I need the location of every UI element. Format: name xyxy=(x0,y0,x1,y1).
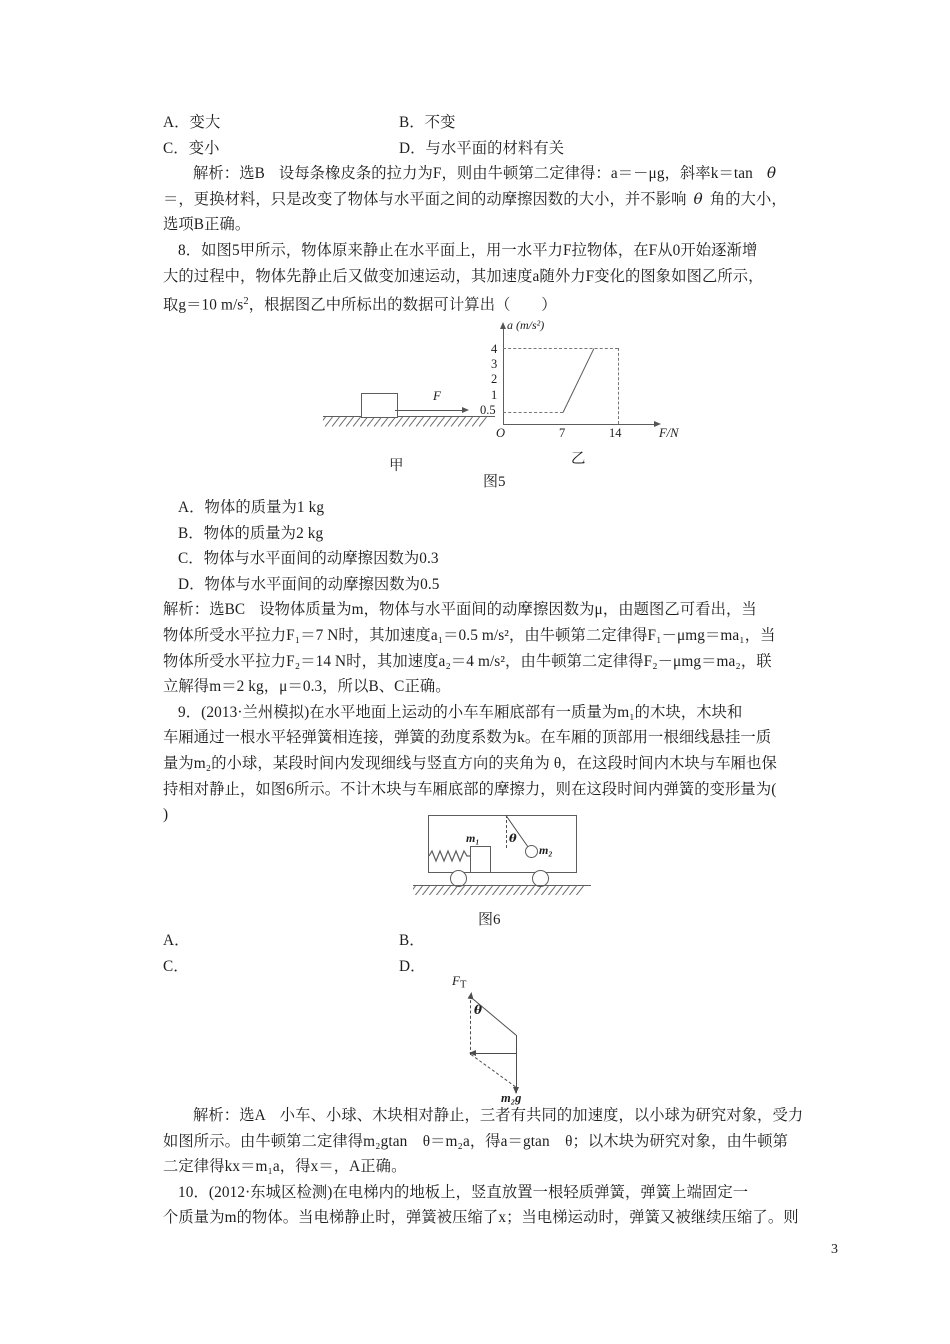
q8-option-c[interactable]: C．物体与水平面间的动摩擦因数为0.3 xyxy=(178,550,439,568)
q8-stem-3a: 取g＝10 m/s xyxy=(163,296,244,314)
figure6-ground-hatching xyxy=(413,886,591,895)
graph-y-tick-1: 1 xyxy=(491,388,498,402)
q9-stem-line-1: 9．(2013·兰州模拟)在水平地面上运动的小车车厢底部有一质量为m₁的木块，木块和 xyxy=(178,703,743,721)
pendulum-ball-label-text: m₂ xyxy=(539,843,553,857)
q7-option-c[interactable]: C．变小 xyxy=(163,139,220,157)
figure-6 xyxy=(163,812,835,930)
q8-option-d[interactable]: D．物体与水平面间的动摩擦因数为0.5 xyxy=(178,575,440,593)
figure-5-subfig-yi xyxy=(463,318,713,467)
block-m1 xyxy=(470,846,491,873)
resultant-dashed-diagonal xyxy=(471,1054,516,1087)
q7-solution-line-2 xyxy=(163,187,835,213)
q7-solution-body-1: 设每条橡皮条的拉力为F，则由牛顿第二定律得：a＝－μg，斜率k＝tan xyxy=(278,165,753,183)
force-arrow-shaft xyxy=(395,410,463,411)
pendulum-vertical-reference xyxy=(506,815,507,848)
q9-stem-line-2: 车厢通过一根水平轻弹簧相连接，弹簧的劲度系数为k。在车厢的顶部用一根细线悬挂一质 xyxy=(163,729,772,747)
right-vertical-line xyxy=(516,1035,517,1093)
figure-5-caption: 图5 xyxy=(483,474,506,490)
q8-option-b[interactable]: B．物体的质量为2 kg xyxy=(178,524,324,542)
graph-guide-hline-4 xyxy=(503,348,618,349)
tension-label-F: F xyxy=(452,973,460,988)
q9-solution-body-1: 小车、小球、木块相对静止，三者有共同的加速度，以小球为研究对象，受力 xyxy=(279,1107,804,1124)
q9-solution-line-3: 二定律得kx＝m₁a，得x＝，A正确。 xyxy=(163,1158,407,1176)
weight-label-text: m₂g xyxy=(501,1091,522,1105)
force-angle-text: θ xyxy=(474,1003,483,1017)
q7-option-a[interactable]: A．变大 xyxy=(163,114,221,131)
q9-option-b[interactable]: B． xyxy=(399,932,425,949)
q8-stem-line-1: 8．如图5甲所示，物体原来静止在水平面上，用一水平力F拉物体，在F从0开始逐渐增 xyxy=(178,241,758,259)
figure-6-caption: 图6 xyxy=(478,912,501,928)
q8-solution-line-4: 立解得m＝2 kg，μ＝0.3，所以B、C正确。 xyxy=(163,678,451,696)
q8-option-a[interactable]: A．物体的质量为1 kg xyxy=(178,499,325,516)
graph-data-line xyxy=(563,348,595,412)
q9-option-d[interactable]: D． xyxy=(399,957,426,975)
q10-stem-line-1: 10．(2012·东城区检测)在电梯内的地板上，竖直放置一根轻质弹簧，弹簧上端固定一 xyxy=(178,1183,749,1201)
block-m1-label-text: m₁ xyxy=(466,831,480,845)
q7-solution-line-3: 选项B正确。 xyxy=(163,216,251,234)
q9-stem-line-3: 量为m₂的小球，某段时间内发现细线与竖直方向的夹角为 θ，在这段时间内木块与车厢也保 xyxy=(163,754,777,772)
q8-stem-exponent: 2 xyxy=(243,296,249,308)
q9-solution-line-1 xyxy=(163,1103,835,1129)
q9-solution-line-2: 如图所示。由牛顿第二定律得m₂gtan θ＝m₂a，得a＝gtan θ；以木块为研究对象，由牛顿第 xyxy=(163,1132,789,1150)
graph-origin-label: O xyxy=(496,426,506,440)
spring-coil-icon xyxy=(429,848,471,864)
q7-option-row-1 xyxy=(163,110,835,136)
graph-x-tick-7: 7 xyxy=(559,426,566,440)
page-number: 3 xyxy=(831,1242,838,1257)
q8-stem-3b: ，根据图乙中所标出的数据可计算出（ ） xyxy=(248,296,557,314)
q9-option-c[interactable]: C． xyxy=(163,957,189,975)
pendulum-ball-m2 xyxy=(525,845,538,858)
graph-y-tick-2: 2 xyxy=(491,372,498,386)
horizontal-component-line xyxy=(471,1053,517,1054)
figure-5 xyxy=(163,318,835,492)
figure-6-drawing xyxy=(408,812,608,930)
graph-y-axis xyxy=(503,329,504,424)
cart-body xyxy=(428,815,577,873)
q9-stem-line-4: 持相对静止，如图6所示。不计木块与车厢底部的摩擦力，则在这段时间内弹簧的变形量为( xyxy=(163,780,777,798)
q7-solution-line-1 xyxy=(163,161,835,187)
q7-option-b[interactable]: B．不变 xyxy=(399,114,456,131)
graph-x-axis-label: F/N xyxy=(659,426,679,440)
q7-theta-1: θ xyxy=(766,164,777,183)
q7-option-row-2 xyxy=(163,136,835,162)
tension-label-sub: T xyxy=(459,979,467,991)
graph-y-tick-0-5: 0.5 xyxy=(480,403,496,417)
subfig-label-jia: 甲 xyxy=(389,458,404,474)
q9-option-block xyxy=(163,928,835,979)
block-m1-label xyxy=(466,831,480,846)
tension-label xyxy=(452,973,466,990)
vertical-dashed-reference xyxy=(470,995,471,1055)
q9-stem-line-5: ) xyxy=(163,806,169,824)
graph-guide-vline-14 xyxy=(618,348,619,424)
q8-stem-line-2: 大的过程中，物体先静止后又做变加速运动，其加速度a随外力F变化的图象如图乙所示， xyxy=(163,267,764,285)
pendulum-ball-label xyxy=(539,843,553,858)
q10-stem-line-2: 个质量为m的物体。当电梯静止时，弹簧被压缩了x；当电梯运动时，弹簧又被继续压缩了。则 xyxy=(163,1209,799,1227)
graph-guide-hline-0-5 xyxy=(503,412,563,413)
graph-x-tick-14: 14 xyxy=(609,426,622,440)
q8-solution-marker: 解析：选BC xyxy=(163,601,246,619)
block-body xyxy=(361,393,398,418)
graph-y-tick-4: 4 xyxy=(491,342,498,356)
graph-x-axis xyxy=(503,424,655,425)
q7-solution-marker: 解析：选B xyxy=(193,165,265,183)
q9-option-row-1 xyxy=(163,928,835,954)
text-content-top xyxy=(163,110,835,318)
q7-theta-2: θ xyxy=(693,189,703,208)
text-content-middle xyxy=(163,495,835,828)
graph-y-tick-3: 3 xyxy=(491,357,498,371)
q7-solution-body-2b: 角的大小， xyxy=(709,190,787,208)
q8-solution-body-1: 设物体质量为m，物体与水平面间的动摩擦因数为μ，由题图乙可看出，当 xyxy=(259,601,757,619)
q9-option-a[interactable]: A． xyxy=(163,932,190,949)
graph-y-axis-arrow xyxy=(500,322,506,329)
force-label-F: F xyxy=(433,388,441,403)
q8-solution-line-1 xyxy=(163,597,835,623)
force-diagram-drawing xyxy=(443,973,623,1105)
force-vector-diagram xyxy=(163,973,835,1105)
graph-y-axis-label: a (m/s²) xyxy=(507,318,545,332)
subfig-label-yi: 乙 xyxy=(571,451,586,467)
q7-option-d[interactable]: D．与水平面的材料有关 xyxy=(399,139,565,157)
q8-solution-line-2: 物体所受水平拉力F₁＝7 N时，其加速度a₁＝0.5 m/s²，由牛顿第二定律得F₁－μmg＝ma₁，当 xyxy=(163,626,776,644)
pendulum-angle-text: θ xyxy=(509,831,517,845)
q9-solution-marker: 解析：选A xyxy=(193,1107,266,1124)
q8-solution-line-3: 物体所受水平拉力F₂＝14 N时，其加速度a₂＝4 m/s²，由牛顿第二定律得F₂－μmg＝ma₂，联 xyxy=(163,652,772,670)
pendulum-angle-label xyxy=(509,831,517,845)
text-content-bottom xyxy=(163,1103,835,1231)
q8-stem-line-3 xyxy=(163,289,835,318)
q7-solution-body-2: ＝，更换材料，只是改变了物体与水平面之间的动摩擦因数的大小，并不影响 xyxy=(163,190,687,208)
